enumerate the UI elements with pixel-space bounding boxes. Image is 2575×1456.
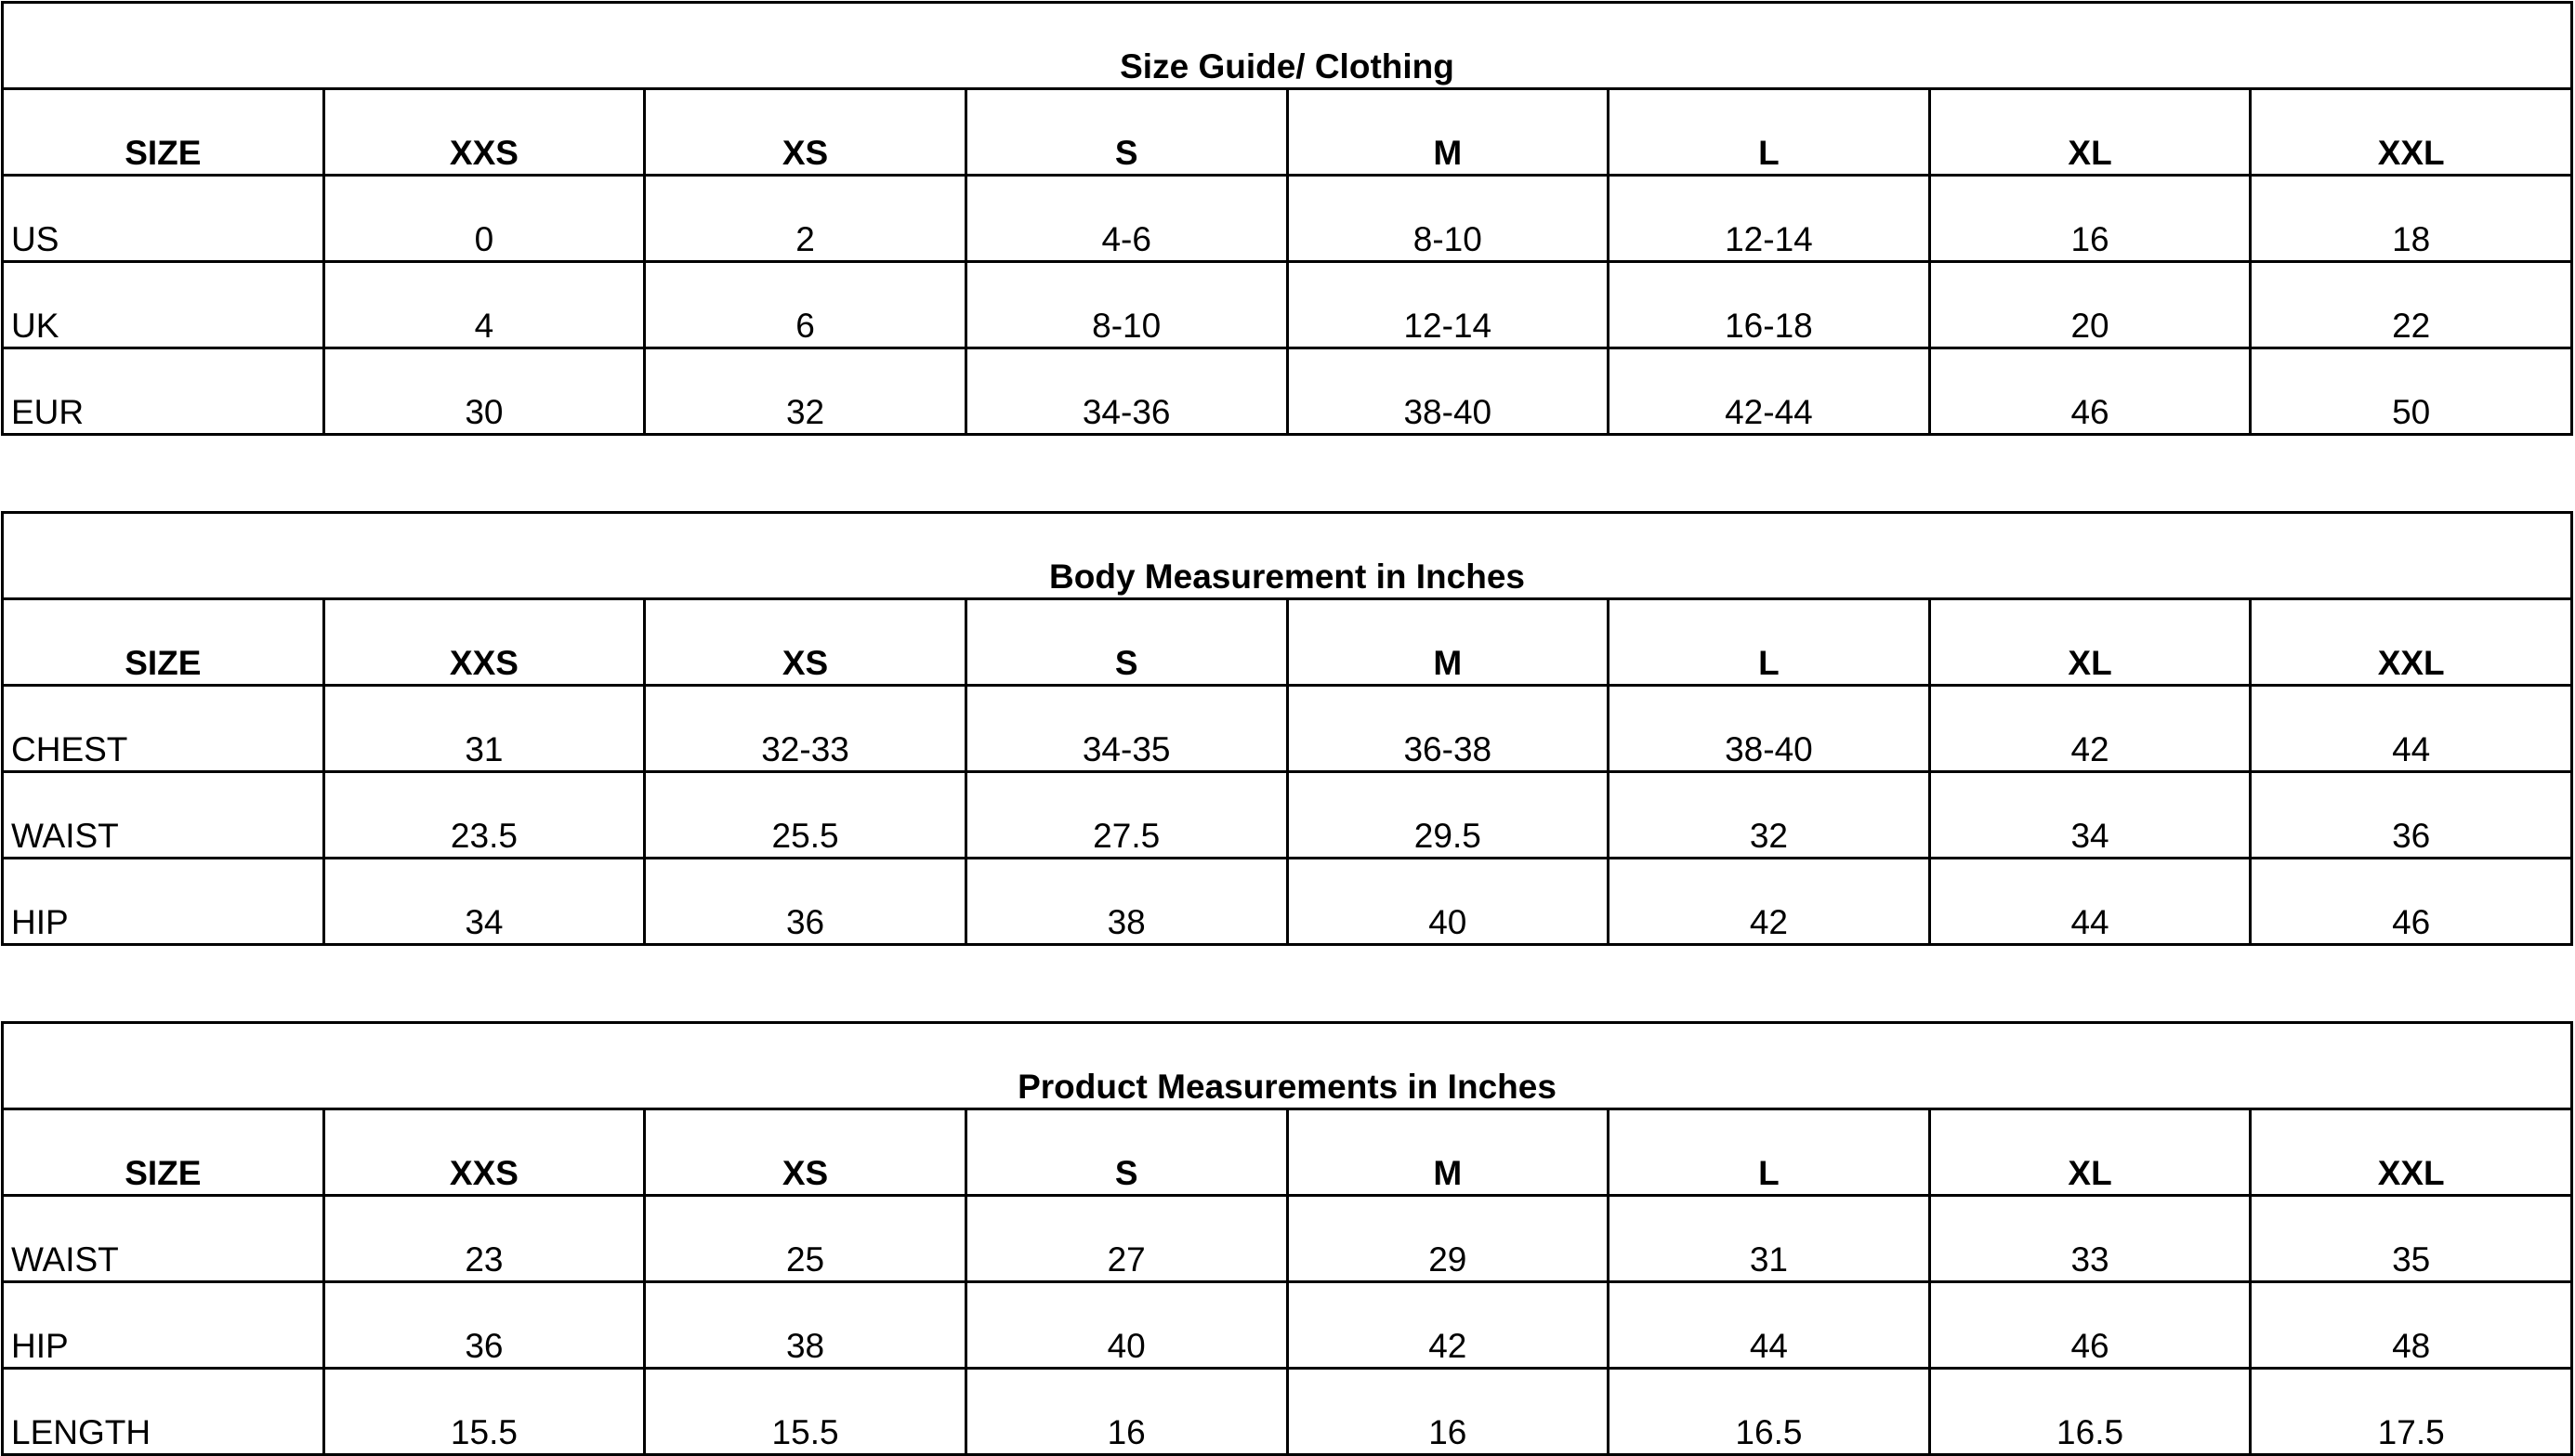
- table-row: [3, 772, 2572, 859]
- header-cell: XXL: [2251, 1109, 2572, 1196]
- table-title: Body Measurement in Inches: [3, 513, 2572, 599]
- table-cell: 36: [645, 859, 966, 945]
- table-cell: 38: [645, 1282, 966, 1369]
- table-cell: 36-38: [1287, 686, 1609, 772]
- table-cell: 31: [1609, 1196, 1930, 1282]
- table-cell: 48: [2251, 1282, 2572, 1369]
- table-cell: 16-18: [1609, 262, 1930, 348]
- table-cell: 29: [1287, 1196, 1609, 1282]
- product-measurements-table: [1, 1021, 2573, 1456]
- row-label: CHEST: [3, 686, 324, 772]
- table-cell: 32: [1609, 772, 1930, 859]
- header-cell: S: [966, 89, 1287, 176]
- table-cell: 33: [1929, 1196, 2251, 1282]
- header-cell: XL: [1929, 89, 2251, 176]
- table-row: [3, 686, 2572, 772]
- table-cell: 46: [1929, 348, 2251, 435]
- row-label: EUR: [3, 348, 324, 435]
- header-cell: XS: [645, 599, 966, 686]
- header-cell: M: [1287, 89, 1609, 176]
- header-cell: L: [1609, 89, 1930, 176]
- table-cell: 18: [2251, 176, 2572, 262]
- table-cell: 40: [966, 1282, 1287, 1369]
- row-label: UK: [3, 262, 324, 348]
- table-title: Size Guide/ Clothing: [3, 3, 2572, 89]
- table-cell: 32-33: [645, 686, 966, 772]
- header-cell: XS: [645, 89, 966, 176]
- table-cell: 36: [2251, 772, 2572, 859]
- table-header-row: [3, 1109, 2572, 1196]
- table-cell: 34: [323, 859, 645, 945]
- table-cell: 4: [323, 262, 645, 348]
- header-cell: XXS: [323, 599, 645, 686]
- header-cell: XXL: [2251, 89, 2572, 176]
- table-row: [3, 859, 2572, 945]
- row-label: WAIST: [3, 1196, 324, 1282]
- table-row: [3, 176, 2572, 262]
- table-cell: 8-10: [966, 262, 1287, 348]
- table-cell: 46: [1929, 1282, 2251, 1369]
- header-cell: L: [1609, 1109, 1930, 1196]
- size-guide-clothing-table: [1, 1, 2573, 436]
- table-header-row: [3, 89, 2572, 176]
- table-cell: 16: [966, 1369, 1287, 1455]
- table-cell: 2: [645, 176, 966, 262]
- table-row: [3, 1282, 2572, 1369]
- table-cell: 12-14: [1287, 262, 1609, 348]
- table-cell: 31: [323, 686, 645, 772]
- table-cell: 25: [645, 1196, 966, 1282]
- table-cell: 44: [1609, 1282, 1930, 1369]
- table-cell: 16: [1287, 1369, 1609, 1455]
- table-cell: 40: [1287, 859, 1609, 945]
- row-label: HIP: [3, 1282, 324, 1369]
- header-cell: SIZE: [3, 1109, 324, 1196]
- table-cell: 44: [2251, 686, 2572, 772]
- header-cell: XL: [1929, 599, 2251, 686]
- table-cell: 42: [1929, 686, 2251, 772]
- table-row: [3, 262, 2572, 348]
- table-cell: 6: [645, 262, 966, 348]
- table-cell: 15.5: [645, 1369, 966, 1455]
- table-cell: 42: [1609, 859, 1930, 945]
- header-cell: SIZE: [3, 89, 324, 176]
- table-cell: 36: [323, 1282, 645, 1369]
- header-cell: XL: [1929, 1109, 2251, 1196]
- header-cell: L: [1609, 599, 1930, 686]
- table-cell: 34-36: [966, 348, 1287, 435]
- table-cell: 8-10: [1287, 176, 1609, 262]
- table-cell: 46: [2251, 859, 2572, 945]
- table-title-row: [3, 513, 2572, 599]
- table-cell: 16: [1929, 176, 2251, 262]
- table-cell: 16.5: [1929, 1369, 2251, 1455]
- table-cell: 35: [2251, 1196, 2572, 1282]
- table-row: [3, 1196, 2572, 1282]
- table-cell: 34: [1929, 772, 2251, 859]
- table-cell: 23.5: [323, 772, 645, 859]
- table-cell: 42: [1287, 1282, 1609, 1369]
- table-cell: 15.5: [323, 1369, 645, 1455]
- table-cell: 0: [323, 176, 645, 262]
- table-cell: 17.5: [2251, 1369, 2572, 1455]
- header-cell: XXS: [323, 89, 645, 176]
- table-title-row: [3, 3, 2572, 89]
- table-cell: 4-6: [966, 176, 1287, 262]
- header-cell: SIZE: [3, 599, 324, 686]
- table-cell: 27: [966, 1196, 1287, 1282]
- table-row: [3, 1369, 2572, 1455]
- row-label: US: [3, 176, 324, 262]
- table-row: [3, 348, 2572, 435]
- table-cell: 50: [2251, 348, 2572, 435]
- table-cell: 38-40: [1609, 686, 1930, 772]
- header-cell: S: [966, 599, 1287, 686]
- table-cell: 34-35: [966, 686, 1287, 772]
- row-label: HIP: [3, 859, 324, 945]
- table-cell: 38: [966, 859, 1287, 945]
- table-cell: 30: [323, 348, 645, 435]
- row-label: WAIST: [3, 772, 324, 859]
- body-measurement-table: [1, 511, 2573, 946]
- header-cell: M: [1287, 1109, 1609, 1196]
- table-cell: 20: [1929, 262, 2251, 348]
- table-cell: 27.5: [966, 772, 1287, 859]
- header-cell: XXL: [2251, 599, 2572, 686]
- table-cell: 29.5: [1287, 772, 1609, 859]
- table-cell: 25.5: [645, 772, 966, 859]
- table-cell: 44: [1929, 859, 2251, 945]
- row-label: LENGTH: [3, 1369, 324, 1455]
- table-cell: 23: [323, 1196, 645, 1282]
- header-cell: XXS: [323, 1109, 645, 1196]
- header-cell: S: [966, 1109, 1287, 1196]
- table-title-row: [3, 1023, 2572, 1109]
- header-cell: XS: [645, 1109, 966, 1196]
- table-cell: 42-44: [1609, 348, 1930, 435]
- table-cell: 12-14: [1609, 176, 1930, 262]
- header-cell: M: [1287, 599, 1609, 686]
- table-cell: 32: [645, 348, 966, 435]
- table-cell: 16.5: [1609, 1369, 1930, 1455]
- table-cell: 38-40: [1287, 348, 1609, 435]
- table-title: Product Measurements in Inches: [3, 1023, 2572, 1109]
- table-cell: 22: [2251, 262, 2572, 348]
- table-header-row: [3, 599, 2572, 686]
